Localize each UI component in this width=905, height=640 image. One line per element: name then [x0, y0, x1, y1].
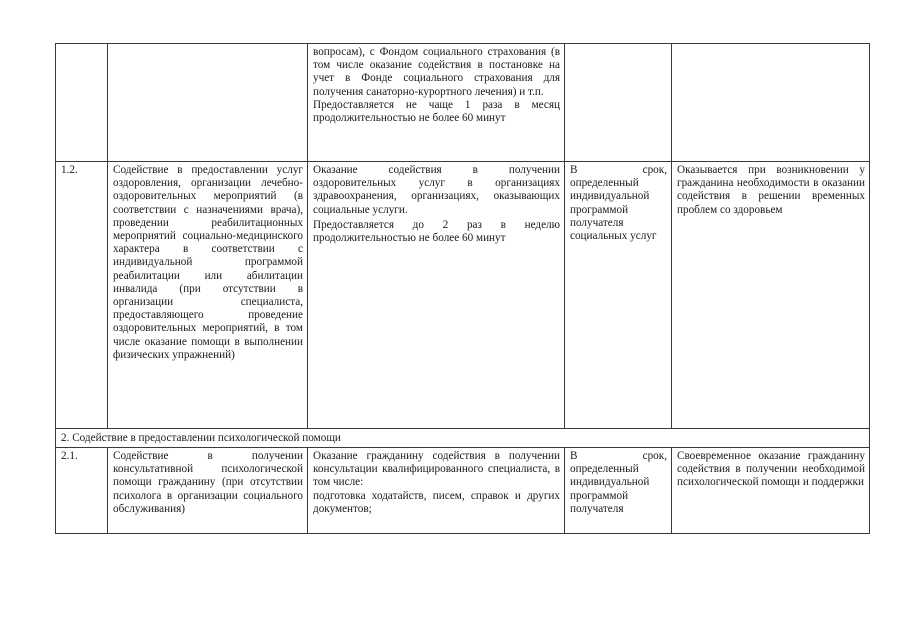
- table-row: [56, 44, 870, 162]
- service-name: Содействие в получении консультативной психологической помощи гражданину (при отсутствии психолога в организации социального обслуживания): [108, 448, 308, 534]
- row-number: 2.1.: [56, 448, 108, 534]
- description-paragraph: Предоставляется до 2 раз в неделю продолжительностью не более 60 минут: [313, 218, 560, 245]
- description-paragraph: подготовка ходатайств, писем, справок и других документов;: [313, 489, 560, 515]
- service-result: Оказывается при возникновении у гражданина необходимости в оказании содействия в решении временных проблем со здоровьем: [672, 162, 870, 429]
- row-number: [56, 44, 108, 162]
- section-title: 2. Содействие в предоставлении психологической помощи: [56, 429, 870, 448]
- description-paragraph: Предоставляется не чаще 1 раза в месяц продолжительностью не более 60 минут: [313, 98, 560, 125]
- table-row: [56, 162, 870, 429]
- service-result: Своевременное оказание гражданину содействия в получении необходимой психологической помощи и поддержки: [672, 448, 870, 534]
- section-header-row: [56, 429, 870, 448]
- service-result: [672, 44, 870, 162]
- service-name: [108, 44, 308, 162]
- service-term: [565, 44, 672, 162]
- service-description: [308, 44, 565, 162]
- service-term: В срок, определенный индивидуальной программой получателя: [565, 448, 672, 534]
- table-row: [56, 448, 870, 534]
- document-page: [55, 43, 869, 534]
- services-table: [55, 43, 870, 534]
- service-term: В срок, определенный индивидуальной программой получателя социальных услуг: [565, 162, 672, 429]
- service-description: [308, 448, 565, 534]
- service-name: Содействие в предоставлении услуг оздоровления, организации лечебно-оздоровительных мероприятий (в соответствии с назначениями врача), проведении реабилитационных мероприятий социально-медицинского характера в соответствии с индивидуальной программой реабилитации или абилитации инвалида (при отсутствии в организации специалиста, предоставляющего проведение оздоровительных мероприятий, в том числе оказание помощи в выполнении физических упражнений): [108, 162, 308, 429]
- description-paragraph: Оказание гражданину содействия в получении консультации квалифицированного специалиста, в том числе:: [313, 450, 560, 489]
- description-paragraph: вопросам), с Фондом социального страхования (в том числе оказание содействия в постановке на учет в Фонде социального страхования для получения санаторно-курортного лечения) и т.п.: [313, 46, 560, 98]
- row-number: 1.2.: [56, 162, 108, 429]
- service-description: [308, 162, 565, 429]
- description-paragraph: Оказание содействия в получении оздоровительных услуг в организациях здравоохранения, организациях, оказывающих социальные услуги.: [313, 164, 560, 216]
